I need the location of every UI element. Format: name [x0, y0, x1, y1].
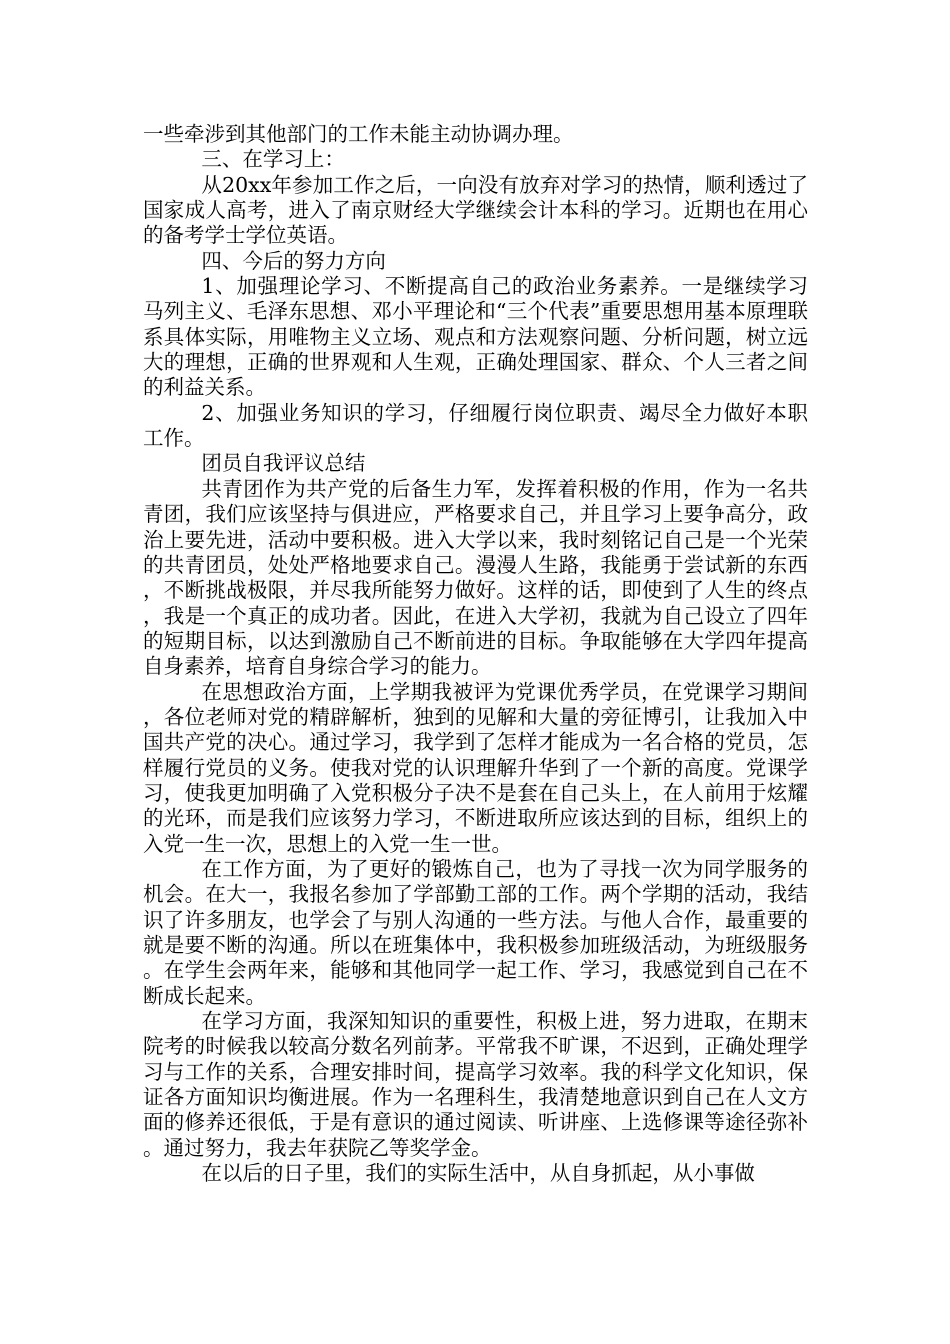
section-heading-future: 四、今后的努力方向: [201, 248, 386, 273]
paragraph: 在以后的日子里，我们的实际生活中，从自身抓起，从小事做: [201, 1161, 755, 1186]
paragraph: 从20xx年参加工作之后，一向没有放弃对学习的热情，顺利透过了国家成人高考，进入了南京财经大学继续会计本科的学习。近期也在用心的备考学士学位英语。: [143, 172, 808, 248]
paragraph: 共青团作为共产党的后备生力军，发挥着积极的作用，作为一名共青团，我们应该坚持与俱进应，严格要求自己，并且学习上要争高分，政治上要先进，活动中要积极。进入大学以来，我时刻铭记自己是一个光荣的共青团员，处处严格地要求自己。漫漫人生路，我能勇于尝试新的东西，不断挑战极限，并尽我所能努力做好。这样的话，即使到了人生的终点，我是一个真正的成功者。因此，在进入大学初，我就为自己设立了四年的短期目标，以达到激励自己不断前进的目标。争取能够在大学四年提高自身素养，培育自身综合学习的能力。: [143, 476, 808, 679]
section-heading-study: 三、在学习上：: [201, 147, 345, 172]
section-heading-summary: 团员自我评议总结: [201, 451, 366, 476]
paragraph: 1、加强理论学习、不断提高自己的政治业务素养。一是继续学习马列主义、毛泽东思想、邓小平理论和“三个代表”重要思想用基本原理联系具体实际，用唯物主义立场、观点和方法观察问题、分析问题，树立远大的理想，正确的世界观和人生观，正确处理国家、群众、个人三者之间的利益关系。: [143, 274, 808, 400]
paragraph: 在工作方面，为了更好的锻炼自己，也为了寻找一次为同学服务的机会。在大一，我报名参加了学部勤工部的工作。两个学期的活动，我结识了许多朋友，也学会了与别人沟通的一些方法。与他人合作，最重要的就是要不断的沟通。所以在班集体中，我积极参加班级活动，为班级服务。在学生会两年来，能够和其他同学一起工作、学习，我感觉到自己在不断成长起来。: [143, 856, 808, 1008]
paragraph: 在学习方面，我深知知识的重要性，积极上进，努力进取，在期末院考的时候我以较高分数名列前茅。平常我不旷课，不迟到，正确处理学习与工作的关系，合理安排时间，提高学习效率。我的科学文化知识，保证各方面知识均衡进展。作为一名理科生，我清楚地意识到自己在人文方面的修养还很低，于是有意识的通过阅读、听讲座、上选修课等途径弥补。通过努力，我去年获院乙等奖学金。: [143, 1009, 808, 1160]
paragraph: 在思想政治方面，上学期我被评为党课优秀学员，在党课学习期间，各位老师对党的精辟解析，独到的见解和大量的旁征博引，让我加入中国共产党的决心。通过学习，我学到了怎样才能成为一名合格的党员，怎样履行党员的义务。使我对党的认识理解升华到了一个新的高度。党课学习，使我更加明确了入党积极分子决不是套在自己头上，在人前用于炫耀的光环，而是我们应该努力学习，不断进取所应该达到的目标，组织上的入党一生一次，思想上的入党一生一世。: [143, 679, 808, 856]
paragraph: 2、加强业务知识的学习，仔细履行岗位职责、竭尽全力做好本职工作。: [143, 400, 808, 451]
paragraph-continued: 一些牵涉到其他部门的工作未能主动协调办理。: [143, 122, 574, 146]
document-body: [143, 122, 808, 1186]
